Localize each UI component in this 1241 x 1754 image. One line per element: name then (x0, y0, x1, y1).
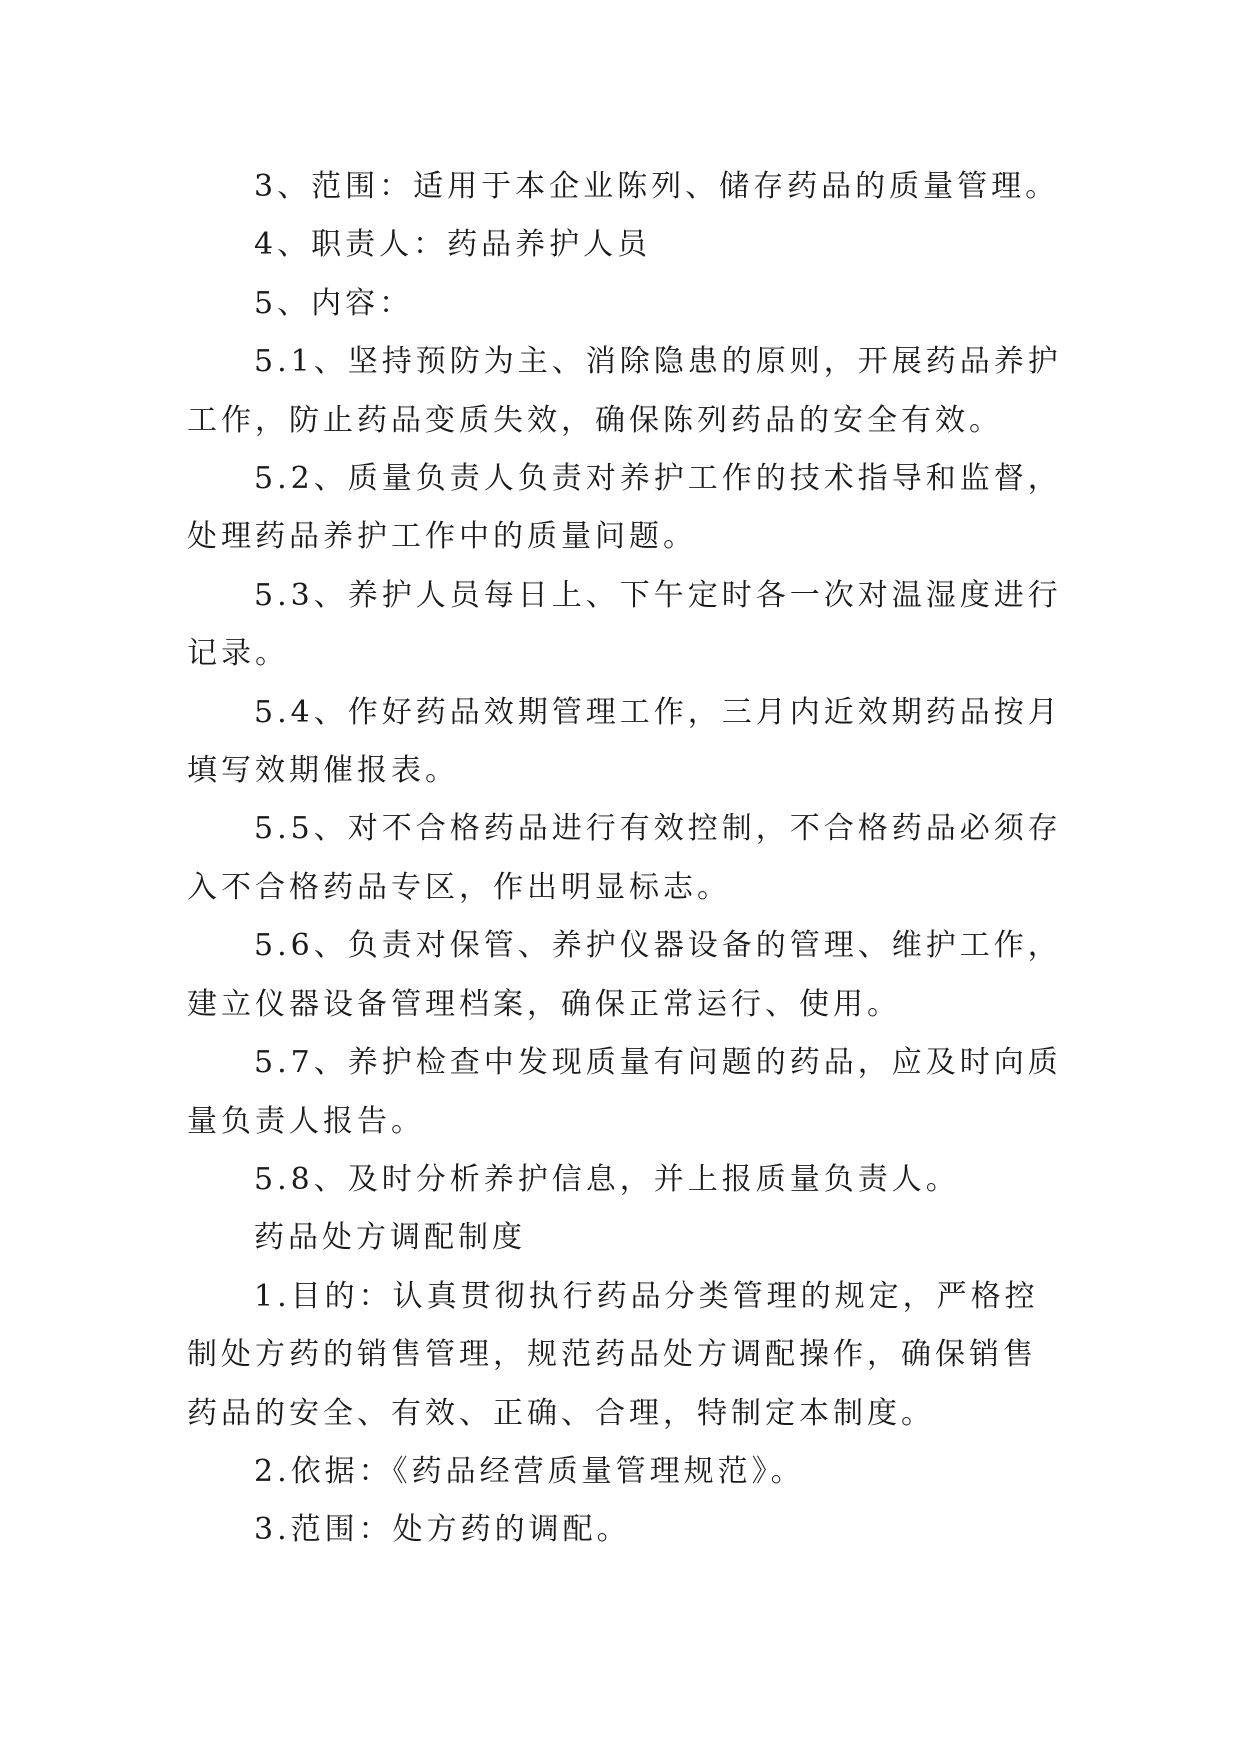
paragraph-5-1: 5.1、坚持预防为主、消除隐患的原则，开展药品养护工作，防止药品变质失效，确保陈列药品的安全有效。 (187, 344, 1062, 438)
document-body (187, 158, 1067, 1560)
paragraph-content-heading: 5、内容： (254, 285, 414, 321)
paragraph-5-7: 5.7、养护检查中发现质量有问题的药品，应及时向质量负责人报告。 (187, 1045, 1062, 1139)
paragraph-5-3: 5.3、养护人员每日上、下午定时各一次对温湿度进行记录。 (187, 577, 1062, 672)
paragraph-scope: 3、范围：适用于本企业陈列、储存药品的质量管理。 (254, 169, 1060, 204)
paragraph-responsible: 4、职责人：药品养护人员 (254, 227, 652, 263)
paragraph-purpose: 1.目的：认真贯彻执行药品分类管理的规定，严格控制处方药的销售管理，规范药品处方调配操作，确保销售药品的安全、有效、正确、合理，特制定本制度。 (187, 1278, 1039, 1431)
paragraph-5-4: 5.4、作好药品效期管理工作，三月内近效期药品按月填写效期催报表。 (187, 694, 1062, 789)
section-title-prescription: 药品处方调配制度 (254, 1220, 526, 1256)
paragraph-5-2: 5.2、质量负责人负责对养护工作的技术指导和监督，处理药品养护工作中的质量问题。 (187, 461, 1062, 555)
paragraph-5-6: 5.6、负责对保管、养护仪器设备的管理、维护工作，建立仪器设备管理档案，确保正常运行、使用。 (187, 928, 1062, 1022)
paragraph-range: 3.范围：处方药的调配。 (254, 1512, 631, 1548)
paragraph-5-8: 5.8、及时分析养护信息，并上报质量负责人。 (254, 1161, 960, 1197)
paragraph-basis: 2.依据：《药品经营质量管理规范》。 (254, 1453, 805, 1489)
paragraph-5-5: 5.5、对不合格药品进行有效控制，不合格药品必须存入不合格药品专区，作出明显标志。 (187, 811, 1062, 905)
